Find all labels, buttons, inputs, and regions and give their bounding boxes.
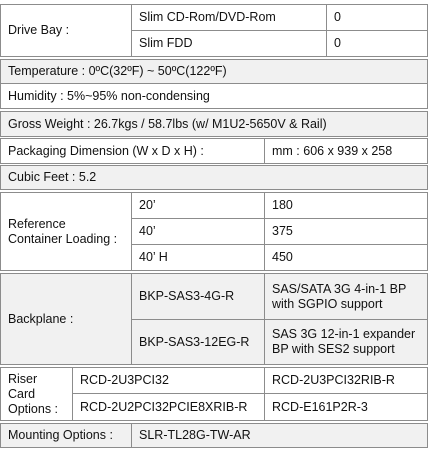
drive-bay-type-2-text: Slim FDD <box>139 36 193 50</box>
drive-bay-label-text: Drive Bay : <box>8 23 70 37</box>
backplane-label-text: Backplane : <box>8 311 74 326</box>
cubic-feet-row <box>0 165 428 190</box>
container-qty-3-text: 450 <box>272 250 293 264</box>
packaging-label <box>0 138 265 164</box>
backplane-desc-1-line1: SAS/SATA 3G 4-in-1 BP <box>272 281 407 296</box>
container-size-1 <box>131 192 265 219</box>
drive-bay-type-1-text: Slim CD-Rom/DVD-Rom <box>139 10 276 24</box>
container-qty-2 <box>264 218 428 245</box>
riser-option-1-left <box>72 367 265 394</box>
backplane-model-1-text: BKP-SAS3-4G-R <box>139 289 235 303</box>
backplane-desc-1 <box>264 273 428 320</box>
backplane-model-1 <box>131 273 265 320</box>
backplane-desc-2-line1: SAS 3G 12-in-1 expander <box>272 327 416 341</box>
drive-bay-count-1 <box>326 4 428 31</box>
riser-option-1-right-text: RCD-2U3PCI32RIB-R <box>272 373 395 387</box>
packaging-label-text: Packaging Dimension (W x D x H) : <box>8 143 204 158</box>
container-size-3 <box>131 244 265 271</box>
container-loading-label-line1: Reference <box>8 216 66 231</box>
drive-bay-count-2-text: 0 <box>334 36 341 50</box>
container-qty-1-text: 180 <box>272 198 293 212</box>
drive-bay-type-2 <box>131 30 327 57</box>
temperature-text: Temperature : 0ºC(32ºF) ~ 50ºC(122ºF) <box>8 64 227 78</box>
container-qty-1 <box>264 192 428 219</box>
container-qty-3 <box>264 244 428 271</box>
gross-weight-row <box>0 111 428 137</box>
drive-bay-count-1-text: 0 <box>334 10 341 24</box>
cubic-feet-text: Cubic Feet : 5.2 <box>8 170 97 184</box>
mounting-value <box>131 423 428 448</box>
container-qty-2-text: 375 <box>272 224 293 238</box>
riser-option-2-left-text: RCD-2U2PCI32PCIE8XRIB-R <box>80 399 248 414</box>
riser-label <box>0 367 73 421</box>
backplane-desc-1-line2: with SGPIO support <box>272 296 383 311</box>
drive-bay-count-2 <box>326 30 428 57</box>
gross-weight-text: Gross Weight : 26.7kgs / 58.7lbs (w/ M1U2-5650V & Rail) <box>8 116 327 131</box>
mounting-label <box>0 423 132 448</box>
riser-label-line3: Options : <box>8 401 59 416</box>
drive-bay-label <box>0 4 132 57</box>
riser-option-1-right <box>264 367 428 394</box>
humidity-row <box>0 83 428 109</box>
backplane-desc-2-line2: BP with SES2 support <box>272 342 395 356</box>
humidity-text: Humidity : 5%~95% non-condensing <box>8 88 210 103</box>
mounting-value-text: SLR-TL28G-TW-AR <box>139 428 251 442</box>
backplane-model-2 <box>131 319 265 365</box>
mounting-label-text: Mounting Options : <box>8 428 113 442</box>
riser-option-2-right <box>264 393 428 421</box>
container-loading-label <box>0 192 132 271</box>
riser-option-1-left-text: RCD-2U3PCI32 <box>80 373 169 387</box>
riser-label-line1: Riser <box>8 371 38 386</box>
backplane-label <box>0 273 132 365</box>
riser-option-2-right-text: RCD-E161P2R-3 <box>272 399 368 414</box>
container-loading-label-line2: Container Loading : <box>8 231 118 246</box>
container-size-2 <box>131 218 265 245</box>
backplane-desc-2 <box>264 319 428 365</box>
container-size-3-text: 40’ H <box>139 250 168 264</box>
drive-bay-type-1 <box>131 4 327 31</box>
riser-option-2-left <box>72 393 265 421</box>
packaging-value-text: mm : 606 x 939 x 258 <box>272 143 393 158</box>
riser-label-line2: Card <box>8 386 36 401</box>
temperature-row <box>0 59 428 84</box>
packaging-value <box>264 138 428 164</box>
container-size-1-text: 20’ <box>139 198 156 212</box>
container-size-2-text: 40’ <box>139 224 156 238</box>
backplane-model-2-text: BKP-SAS3-12EG-R <box>139 334 250 349</box>
